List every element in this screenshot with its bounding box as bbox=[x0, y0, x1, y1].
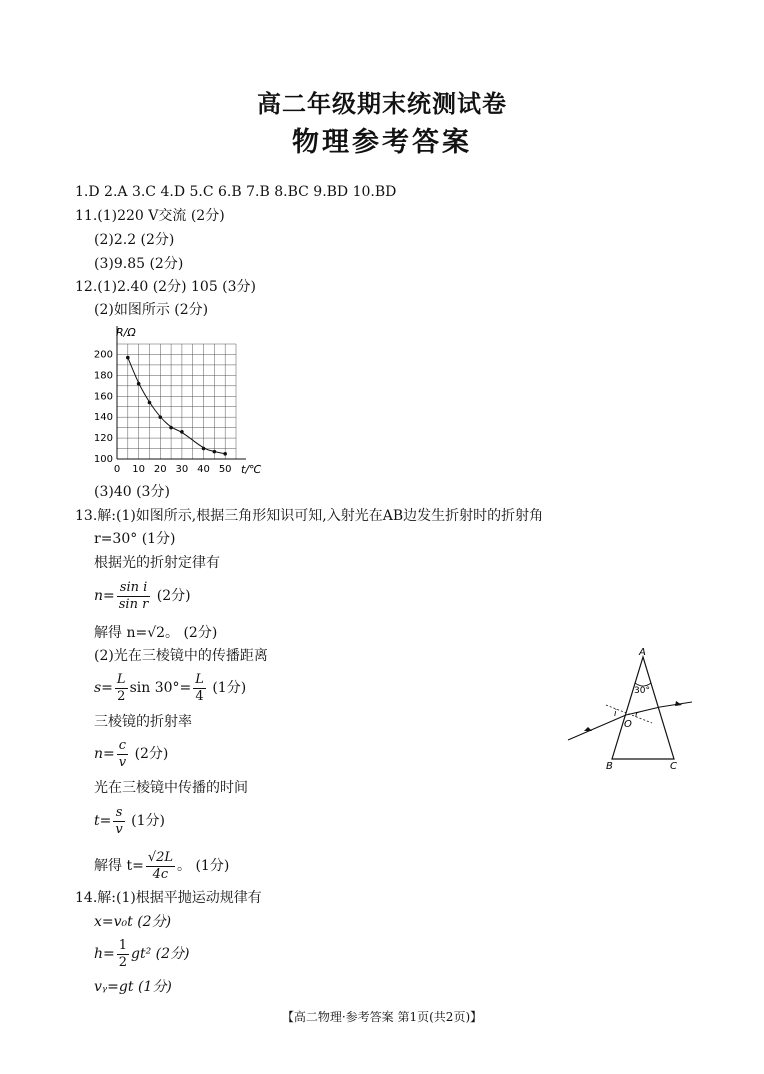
denominator: 4 bbox=[195, 688, 204, 704]
q13-line2: r=30° (1分) bbox=[94, 531, 176, 547]
refracted-ray bbox=[626, 707, 660, 715]
page-footer: 【高二物理·参考答案 第1页(共2页)】 bbox=[281, 1010, 483, 1024]
formula-lhs: 解得 t= bbox=[94, 858, 144, 874]
denominator: sin r bbox=[118, 596, 149, 612]
graph-xlabel: t/℃ bbox=[241, 463, 262, 476]
fraction bbox=[193, 672, 206, 705]
prism-triangle bbox=[612, 657, 674, 759]
y-tick-label: 100 bbox=[93, 454, 113, 465]
arrow-head bbox=[584, 727, 592, 731]
y-tick-label: 200 bbox=[93, 349, 113, 361]
y-tick-label: 120 bbox=[93, 433, 113, 445]
q13-time-formula bbox=[94, 803, 165, 839]
formula-lhs: n= bbox=[94, 746, 115, 762]
y-tick-label: 160 bbox=[93, 391, 113, 403]
x-tick-label: 40 bbox=[197, 464, 210, 475]
numerator: √2L bbox=[147, 849, 173, 865]
page-subtitle: 物理参考答案 bbox=[292, 127, 472, 158]
x-tick-label: 30 bbox=[175, 464, 189, 475]
q11-part1: 11.(1)220 V交流 (2分) bbox=[75, 208, 225, 224]
y-tick-label: 140 bbox=[93, 412, 113, 424]
numerator: s bbox=[113, 805, 124, 822]
numerator: L bbox=[116, 671, 126, 687]
q13-index-formula bbox=[94, 736, 168, 772]
q14-height-formula bbox=[94, 936, 190, 972]
data-point bbox=[213, 450, 217, 454]
page-title: 高二年级期末统测试卷 bbox=[257, 90, 507, 118]
numerator: L bbox=[195, 671, 204, 687]
q13-line6: (2)光在三棱镜中的传播距离 bbox=[94, 648, 268, 664]
score: (2分) bbox=[134, 746, 169, 762]
q11-part3: (3)9.85 (2分) bbox=[94, 256, 184, 272]
formula-rhs: gt² (2分) bbox=[131, 946, 190, 962]
denominator: v bbox=[115, 821, 123, 837]
formula-mid: sin 30°= bbox=[129, 680, 192, 696]
formula-lhs: n= bbox=[94, 588, 115, 604]
q13-line10: 光在三棱镜中传播的时间 bbox=[94, 780, 248, 796]
prism-diagram bbox=[562, 645, 712, 775]
data-point bbox=[202, 447, 206, 451]
denominator: 4c bbox=[152, 866, 169, 882]
label-a: A bbox=[639, 647, 646, 658]
q13-line1: 13.解:(1)如图所示,根据三角形知识可知,入射光在AB边发生折射时的折射角 bbox=[75, 508, 544, 524]
incident-ray bbox=[568, 715, 626, 740]
fraction bbox=[117, 738, 128, 771]
fraction bbox=[146, 850, 175, 883]
label-r: r bbox=[635, 710, 639, 720]
q12-part2: (2)如图所示 (2分) bbox=[94, 302, 209, 318]
q14-line4: vᵧ=gt (1分) bbox=[94, 979, 172, 995]
graph-ylabel: R/Ω bbox=[116, 326, 136, 339]
resistance-temperature-graph bbox=[86, 322, 266, 482]
score: (2分) bbox=[156, 588, 191, 604]
denominator: v bbox=[118, 754, 127, 770]
q14-line2: x=v₀t (2分) bbox=[94, 914, 172, 930]
numerator: 1 bbox=[118, 937, 128, 953]
label-b: B bbox=[606, 761, 613, 772]
angle-label: 30° bbox=[634, 686, 650, 696]
q12-part3: (3)40 (3分) bbox=[94, 484, 170, 500]
fraction bbox=[117, 938, 129, 971]
x-tick-label: 0 bbox=[113, 464, 121, 475]
x-tick-label: 50 bbox=[218, 464, 232, 475]
fraction bbox=[113, 805, 124, 838]
q11-part2: (2)2.2 (2分) bbox=[94, 232, 175, 248]
label-i: i bbox=[614, 709, 617, 719]
numerator: sin i bbox=[117, 580, 151, 597]
data-point bbox=[126, 356, 130, 360]
data-point bbox=[158, 415, 162, 419]
denominator: 2 bbox=[117, 688, 126, 704]
q13-line8: 三棱镜的折射率 bbox=[94, 714, 192, 730]
fraction bbox=[117, 580, 151, 613]
formula-lhs: h= bbox=[94, 946, 115, 962]
fraction bbox=[115, 672, 128, 705]
y-tick-label: 180 bbox=[93, 370, 113, 382]
data-point bbox=[137, 382, 141, 386]
q14-line1: 14.解:(1)根据平抛运动规律有 bbox=[75, 890, 262, 906]
label-o: O bbox=[624, 719, 632, 730]
q13-line5: 解得 n=√2。 (2分) bbox=[94, 625, 218, 641]
denominator: 2 bbox=[118, 954, 128, 970]
mc-answers: 1.D 2.A 3.C 4.D 5.C 6.B 7.B 8.BC 9.BD 10.BD bbox=[75, 184, 397, 200]
data-point bbox=[148, 401, 152, 405]
fit-curve bbox=[128, 358, 225, 454]
x-tick-label: 10 bbox=[132, 464, 146, 475]
formula-lhs: s= bbox=[94, 680, 113, 696]
formula-lhs: t= bbox=[94, 813, 112, 829]
label-c: C bbox=[670, 761, 677, 772]
q13-line3: 根据光的折射定律有 bbox=[94, 555, 220, 571]
score: (1分) bbox=[212, 680, 247, 696]
q13-distance-formula bbox=[94, 670, 246, 706]
x-tick-label: 20 bbox=[153, 464, 167, 475]
data-point bbox=[180, 430, 184, 434]
data-point bbox=[169, 426, 173, 430]
numerator: c bbox=[117, 738, 128, 755]
score: 。 (1分) bbox=[177, 858, 230, 874]
score: (1分) bbox=[131, 813, 166, 829]
q12-part1: 12.(1)2.40 (2分) 105 (3分) bbox=[75, 279, 257, 295]
data-point bbox=[223, 452, 227, 456]
q13-result-formula bbox=[94, 847, 229, 885]
q13-refraction-formula bbox=[94, 578, 191, 614]
